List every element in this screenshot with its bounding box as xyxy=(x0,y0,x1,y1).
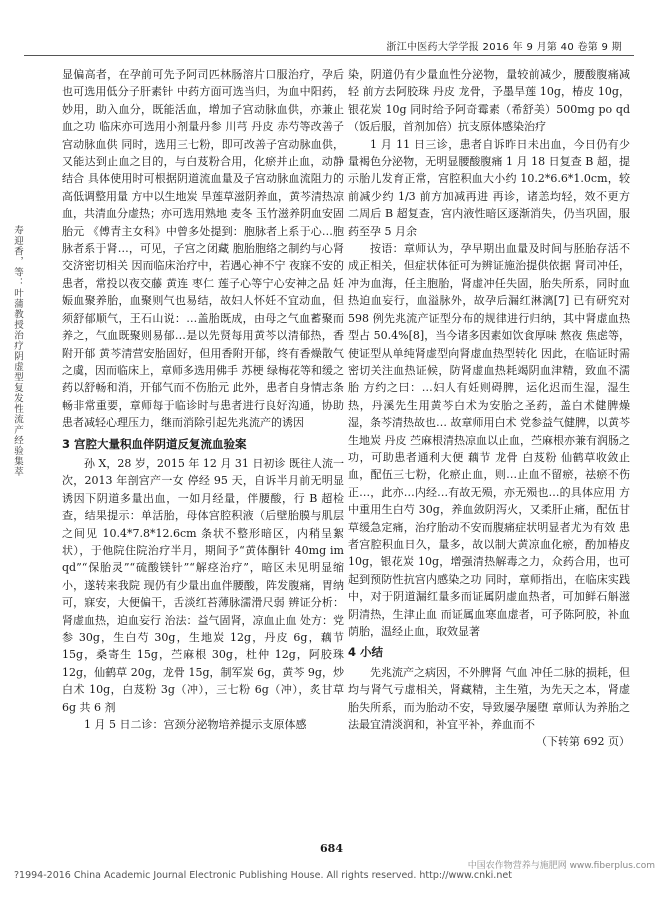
journal-title: 浙江中医药大学学报 2016 年 9 月第 40 卷第 9 期 xyxy=(386,42,622,53)
paragraph: 先兆流产之病因，不外脾肾 气血 冲任二脉的损耗，但均与肾气亏虚相关，肾藏精，主生殖，为先天之本，肾虚胎失所系，而为胎动不安，导致屡孕屡堕 章师认为养胎之法最宜清淡润和，补宜平补，养血而不 xyxy=(348,665,630,732)
paragraph: 显偏高者，在孕前可先予阿司匹林肠溶片口服治疗，孕后也可选用低分子肝素针 中药方面可选当归，为血中阳药，妙用，助入血分，既能活血，增加子宫动脉血供，亦兼止血之功 临床亦可选用小剂量丹参 川芎 丹皮 赤芍等改善子宫动脉血供 同时，选用三七粉，即可改善子宫动脉血供，又能达到止血之目的，与白芨粉合用，化瘀并止血，动静结合 具体使用时可根据阴道流血量及子宫动脉血流阻力的高低调整用量 方中以生地炭 旱莲草滋阴养血，黄芩清热凉血，共清血分虚热；亦可选用熟地 麦冬 玉竹滋养阴血安固胎元 《傅青主女科》中曾多处提到：胞脉者上系于心…胞脉者系于肾…，可见，子宫之闭藏 胞胎胞络之制约与心肾交济密切相关 因而临床治疗中，若遇心神不宁 夜寐不安的患者，常投以夜交藤 黄连 枣仁 莲子心等宁心安神之品 妊娠血聚养胎，血聚则气也易结，故妇人怀妊不宜动血，但须舒郁顺气，王石山说：…盖胎既成，由母之气血蓄聚而养之，气血既聚则易郁…是以先贤每用黄芩以清郁热，香附开郁 黄芩清营安胎固好，但用香附开郁，终有香燥散气之虞，因而临床上，章师多选用佛手 苏梗 绿梅花等和缓之药以舒畅和消，开郁气而不伤胎元 此外，患者自身情志条畅非常重要，章师每于临诊时与患者进行良好沟通，协助患者减轻心理压力，继而消除引起先兆流产的诱因 xyxy=(62,68,344,430)
copyright-footer: ?1994-2016 China Academic Journal Electronic Publishing House. All rights reserved. http://www.cnki.net xyxy=(14,870,512,881)
paragraph: 1 月 5 日二诊：宫颈分泌物培养提示支原体感 xyxy=(84,718,307,732)
side-running-title: 寿迎香，等：叶蒲教授治疗阴虚型复发性流产经验集萃 xyxy=(12,225,23,477)
paragraph: 1 月 11 日三诊，患者自诉昨日未出血，今日仍有少量褐色分泌物，无明显腰酸腹痛 1 月 18 日复查 B 超，提示胎儿发育正常，宫腔积血大小约 10.2*6.6*1.0cm，较前减少约 1/3 前方加减再进 再诊，诸恙均轻，效不更方 二周后 B 超复查，宫内液性暗区逐渐消失，仍当巩固，服药至孕 5 月余 xyxy=(348,137,630,238)
paragraph: 染，阴道仍有少量血性分泌物，量较前减少，腰酸腹痛减轻 前方去阿胶珠 丹皮 龙骨，予墨旱莲 10g，椿皮 10g，银花炭 10g 同时给予阿奇霉素（希舒美）500mg po qd（饭后服，首剂加倍）抗支原体感染治疗 xyxy=(348,68,630,134)
paragraph: 按语：章师认为，孕早期出血量及时间与胚胎存活不成正相关，但症状体征可为辨证施治提供依据 肾司冲任，冲为血海，任主胞胎，肾虚冲任失固，胎失所系，同时血热迫血妄行，血溢脉外，故孕后漏红淋漓[7] 已有研究对 598 例先兆流产证型分布的规律进行归纳，其中肾虚血热型占 50.4%[8]，当今诸多因素如饮食厚味 熬夜 焦虑等，使证型从单纯肾虚型向肾虚血热型转化 因此，在临证时需密切关注血热证候，防肾虚血热耗竭阴血津精，致血不濡胎 方约之曰：…妇人有妊则碍脾，运化迟而生湿，湿生热，丹溪先生用黄芩白术为安胎之圣药，盖白术健脾燥湿，条芩清热故也… 故章师用白术 党参益气健脾，以黄芩 生地炭 丹皮 苎麻根清热凉血以止血，苎麻根亦兼有润肠之功，可助患者通利大便 藕节 龙骨 白芨粉 仙鹤草收敛止血，配伍三七粉，化瘀止血，则…止血不留瘀，祛瘀不伤正…，此亦…内经…有故无殒，亦无殒也…的具体应用 方中重用生白芍 30g，养血敛阴泻火，又柔肝止痛，配伍甘草缓急定痛，治疗胎动不安而腹痛症状明显者尤为有效 患者宫腔积血日久，量多，故以制大黄凉血化瘀，酌加椿皮 10g，银花炭 10g，增强清热解毒之力，众药合用，也可起到预防性抗宫内感染之功 同时，章师指出，在临床实践中，对于阴道漏红量多而证属阴虚血热者，可加鲜石斛滋阴清热，生津止血 而证属血寒血虚者，可予陈阿胶，补血荫胎，温经止血，取效显著 xyxy=(348,242,630,638)
left-column xyxy=(62,66,344,733)
section-heading: 3 宫腔大量积血伴阴道反复流血验案 xyxy=(62,436,247,451)
section-heading: 4 小结 xyxy=(348,645,384,660)
watermark: 中国农作物营养与施肥网 www.fiberplus.com xyxy=(467,861,655,871)
right-column xyxy=(348,66,630,751)
paragraph: 孙 X，28 岁，2015 年 12 月 31 日初诊 既往人流一次，2013 年剖宫产一女 停经 95 天，自诉半月前无明显诱因下阴道多量出血，一如月经量，伴腰酸，行 B 超检查，结果提示：单活胎，母体宫腔积液（后壁胎膜与肌层之间见 10.4*7.8*12.6cm 条状不整形暗区，内稍呈絮状），于他院住院治疗半月，期间予“黄体酮针 40mg im qd”“保胎灵”“硫酸镁针”“解痉治疗”，暗区未见明显缩小，遂转来我院 现仍有少量出血伴腰酸，阵发腹痛，胃纳可，寐安，大便偏干，舌淡红苔薄脉濡滑尺弱 辨证分析：肾虚血热，迫血妄行 治法：益气固肾，凉血止血 处方：党参 30g，生白芍 30g，生地炭 12g，丹皮 6g，藕节 15g，桑寄生 15g，苎麻根 30g，杜仲 12g，阿胶珠 12g，仙鹤草 20g，龙骨 15g，制军炭 6g，黄芩 9g，炒白术 10g，白芨粉 3g（冲），三七粉 6g（冲），炙甘草 6g 共 6 剂 xyxy=(62,456,344,714)
header-rule xyxy=(24,55,634,56)
running-header xyxy=(24,38,654,52)
continued-note: （下转第 692 页） xyxy=(536,735,630,749)
page-number: 684 xyxy=(320,842,343,855)
